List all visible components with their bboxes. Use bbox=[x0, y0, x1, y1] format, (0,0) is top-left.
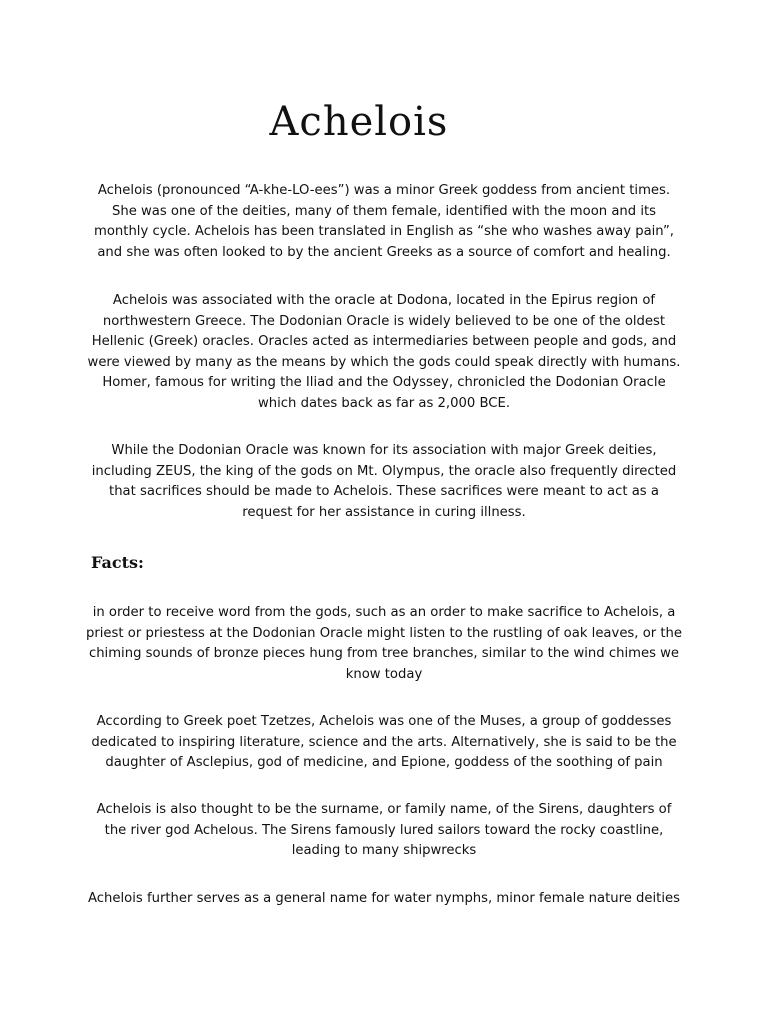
fact-paragraph: According to Greek poet Tzetzes, Achelois was one of the Muses, a group of goddesses dedicated to inspiring literature, science and the arts. Alternatively, she is said to be the daughter of Asclepius, god of medicine, and Epione, goddess of the soothing of pain bbox=[91, 714, 677, 770]
document-title: Achelois bbox=[269, 99, 449, 145]
fact-paragraph: in order to receive word from the gods, such as an order to make sacrifice to Achelois, a priest or priestess at the Dodonian Oracle might listen to the rustling of oak leaves, or the chiming sounds of bronze pieces hung from tree branches, similar to the wind chimes we know today bbox=[85, 605, 683, 682]
intro-paragraph: Achelois (pronounced “A-khe-LO-ees”) was a minor Greek goddess from ancient times. She was one of the deities, many of them female, identified with the moon and its monthly cycle. Achelois has been translated in English as “she who washes away pain”, and she was often looked to by the ancient Greeks as a source of comfort and healing. bbox=[94, 183, 674, 260]
intro-paragraph: While the Dodonian Oracle was known for its association with major Greek deities, including ZEUS, the king of the gods on Mt. Olympus, the oracle also frequently directed that sacrifices should be made to Achelois. These sacrifices were meant to act as a request for her assistance in curing illness. bbox=[91, 443, 677, 520]
intro-paragraph: Achelois was associated with the oracle at Dodona, located in the Epirus region of northwestern Greece. The Dodonian Oracle is widely believed to be one of the oldest Hellenic (Greek) oracles. Oracles acted as intermediaries between people and gods, and were viewed by many as the means by which the gods could speak directly with humans. Homer, famous for writing the Iliad and the Odyssey, chronicled the Dodonian Oracle which dates back as far as 2,000 BCE. bbox=[87, 293, 681, 411]
fact-paragraph: Achelois is also thought to be the surname, or family name, of the Sirens, daughters of the river god Achelous. The Sirens famously lured sailors toward the rocky coastline, leading to many shipwrecks bbox=[96, 802, 672, 858]
facts-heading: Facts: bbox=[91, 553, 144, 572]
fact-paragraph: Achelois further serves as a general name for water nymphs, minor female nature deities bbox=[87, 891, 680, 906]
